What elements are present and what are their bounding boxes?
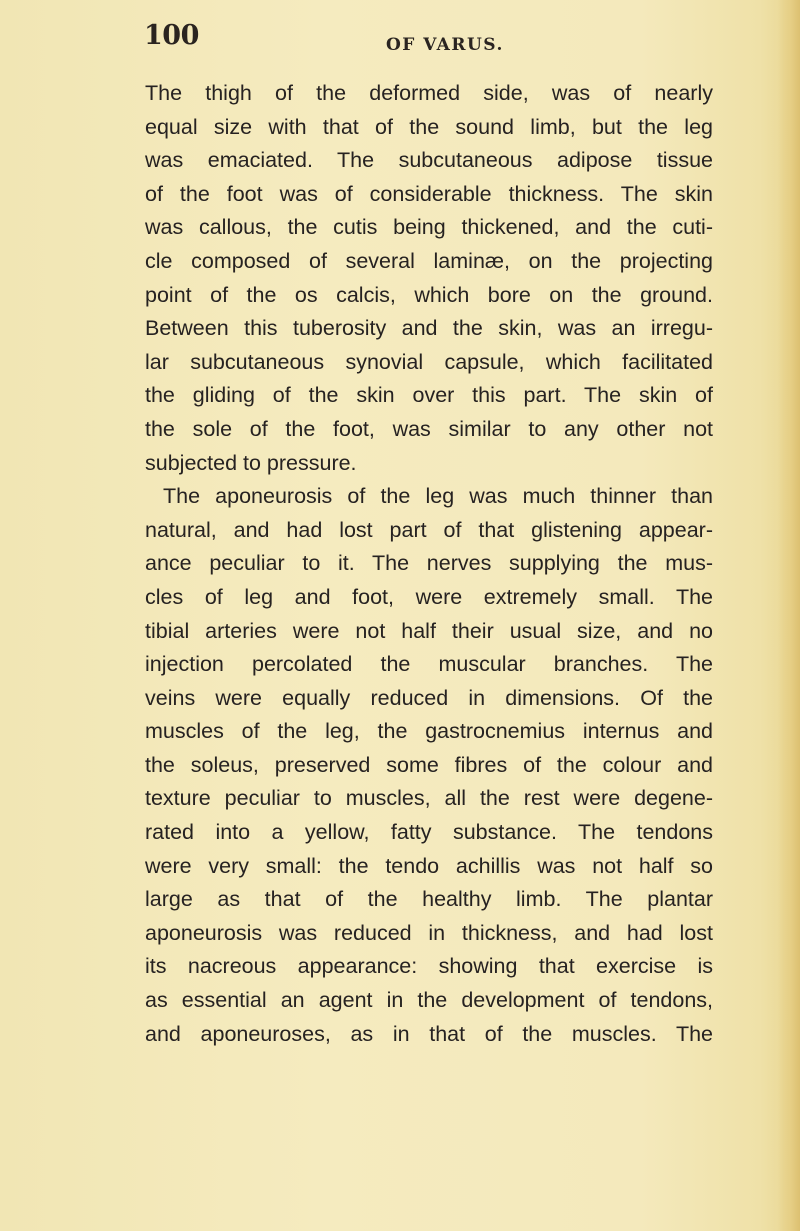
text-line: veins were equally reduced in dimensions. Of the <box>145 685 713 710</box>
text-line: large as that of the healthy limb. The plantar <box>145 887 713 912</box>
text-line: was emaciated. The subcutaneous adipose tissue <box>145 148 713 173</box>
text-line: point of the os calcis, which bore on the ground. <box>145 282 713 307</box>
text-line: equal size with that of the sound limb, but the leg <box>145 114 713 139</box>
page-edge-shadow <box>778 0 800 1231</box>
text-line: subjected to pressure. <box>145 450 357 475</box>
text-line: was callous, the cutis being thickened, and the cuti- <box>145 215 713 240</box>
body-text <box>145 77 713 1051</box>
text-line: of the foot was of considerable thickness. The skin <box>145 181 713 206</box>
text-line: texture peculiar to muscles, all the rest were degene- <box>145 786 713 811</box>
text-line: its nacreous appearance: showing that exercise is <box>145 954 713 979</box>
text-line: injection percolated the muscular branches. The <box>145 652 713 677</box>
text-line: aponeurosis was reduced in thickness, and had lost <box>145 920 713 945</box>
text-line: and aponeuroses, as in that of the muscles. The <box>145 1021 713 1046</box>
text-line: cle composed of several laminæ, on the projecting <box>145 248 713 273</box>
text-line: natural, and had lost part of that glistening appear- <box>145 517 713 542</box>
text-line: tibial arteries were not half their usual size, and no <box>145 618 713 643</box>
text-line: The thigh of the deformed side, was of nearly <box>145 81 713 105</box>
text-line: were very small: the tendo achillis was not half so <box>145 853 713 878</box>
text-line: cles of leg and foot, were extremely small. The <box>145 584 713 609</box>
text-line: lar subcutaneous synovial capsule, which facilitated <box>145 349 713 374</box>
text-line: the soleus, preserved some fibres of the colour and <box>145 752 713 777</box>
page-number: 100 <box>144 20 199 51</box>
text-line: as essential an agent in the development of tendons, <box>145 988 713 1013</box>
running-title: OF VARUS. <box>386 35 504 55</box>
text-line: muscles of the leg, the gastrocnemius internus and <box>145 719 713 744</box>
text-line: The aponeurosis of the leg was much thinner than <box>163 484 713 509</box>
text-line: the sole of the foot, was similar to any other not <box>145 416 713 441</box>
text-line: ance peculiar to it. The nerves supplying the mus- <box>145 551 713 576</box>
text-line: the gliding of the skin over this part. The skin of <box>145 383 713 408</box>
text-line: rated into a yellow, fatty substance. The tendons <box>145 820 713 845</box>
text-line: Between this tuberosity and the skin, was an irregu- <box>145 316 713 341</box>
